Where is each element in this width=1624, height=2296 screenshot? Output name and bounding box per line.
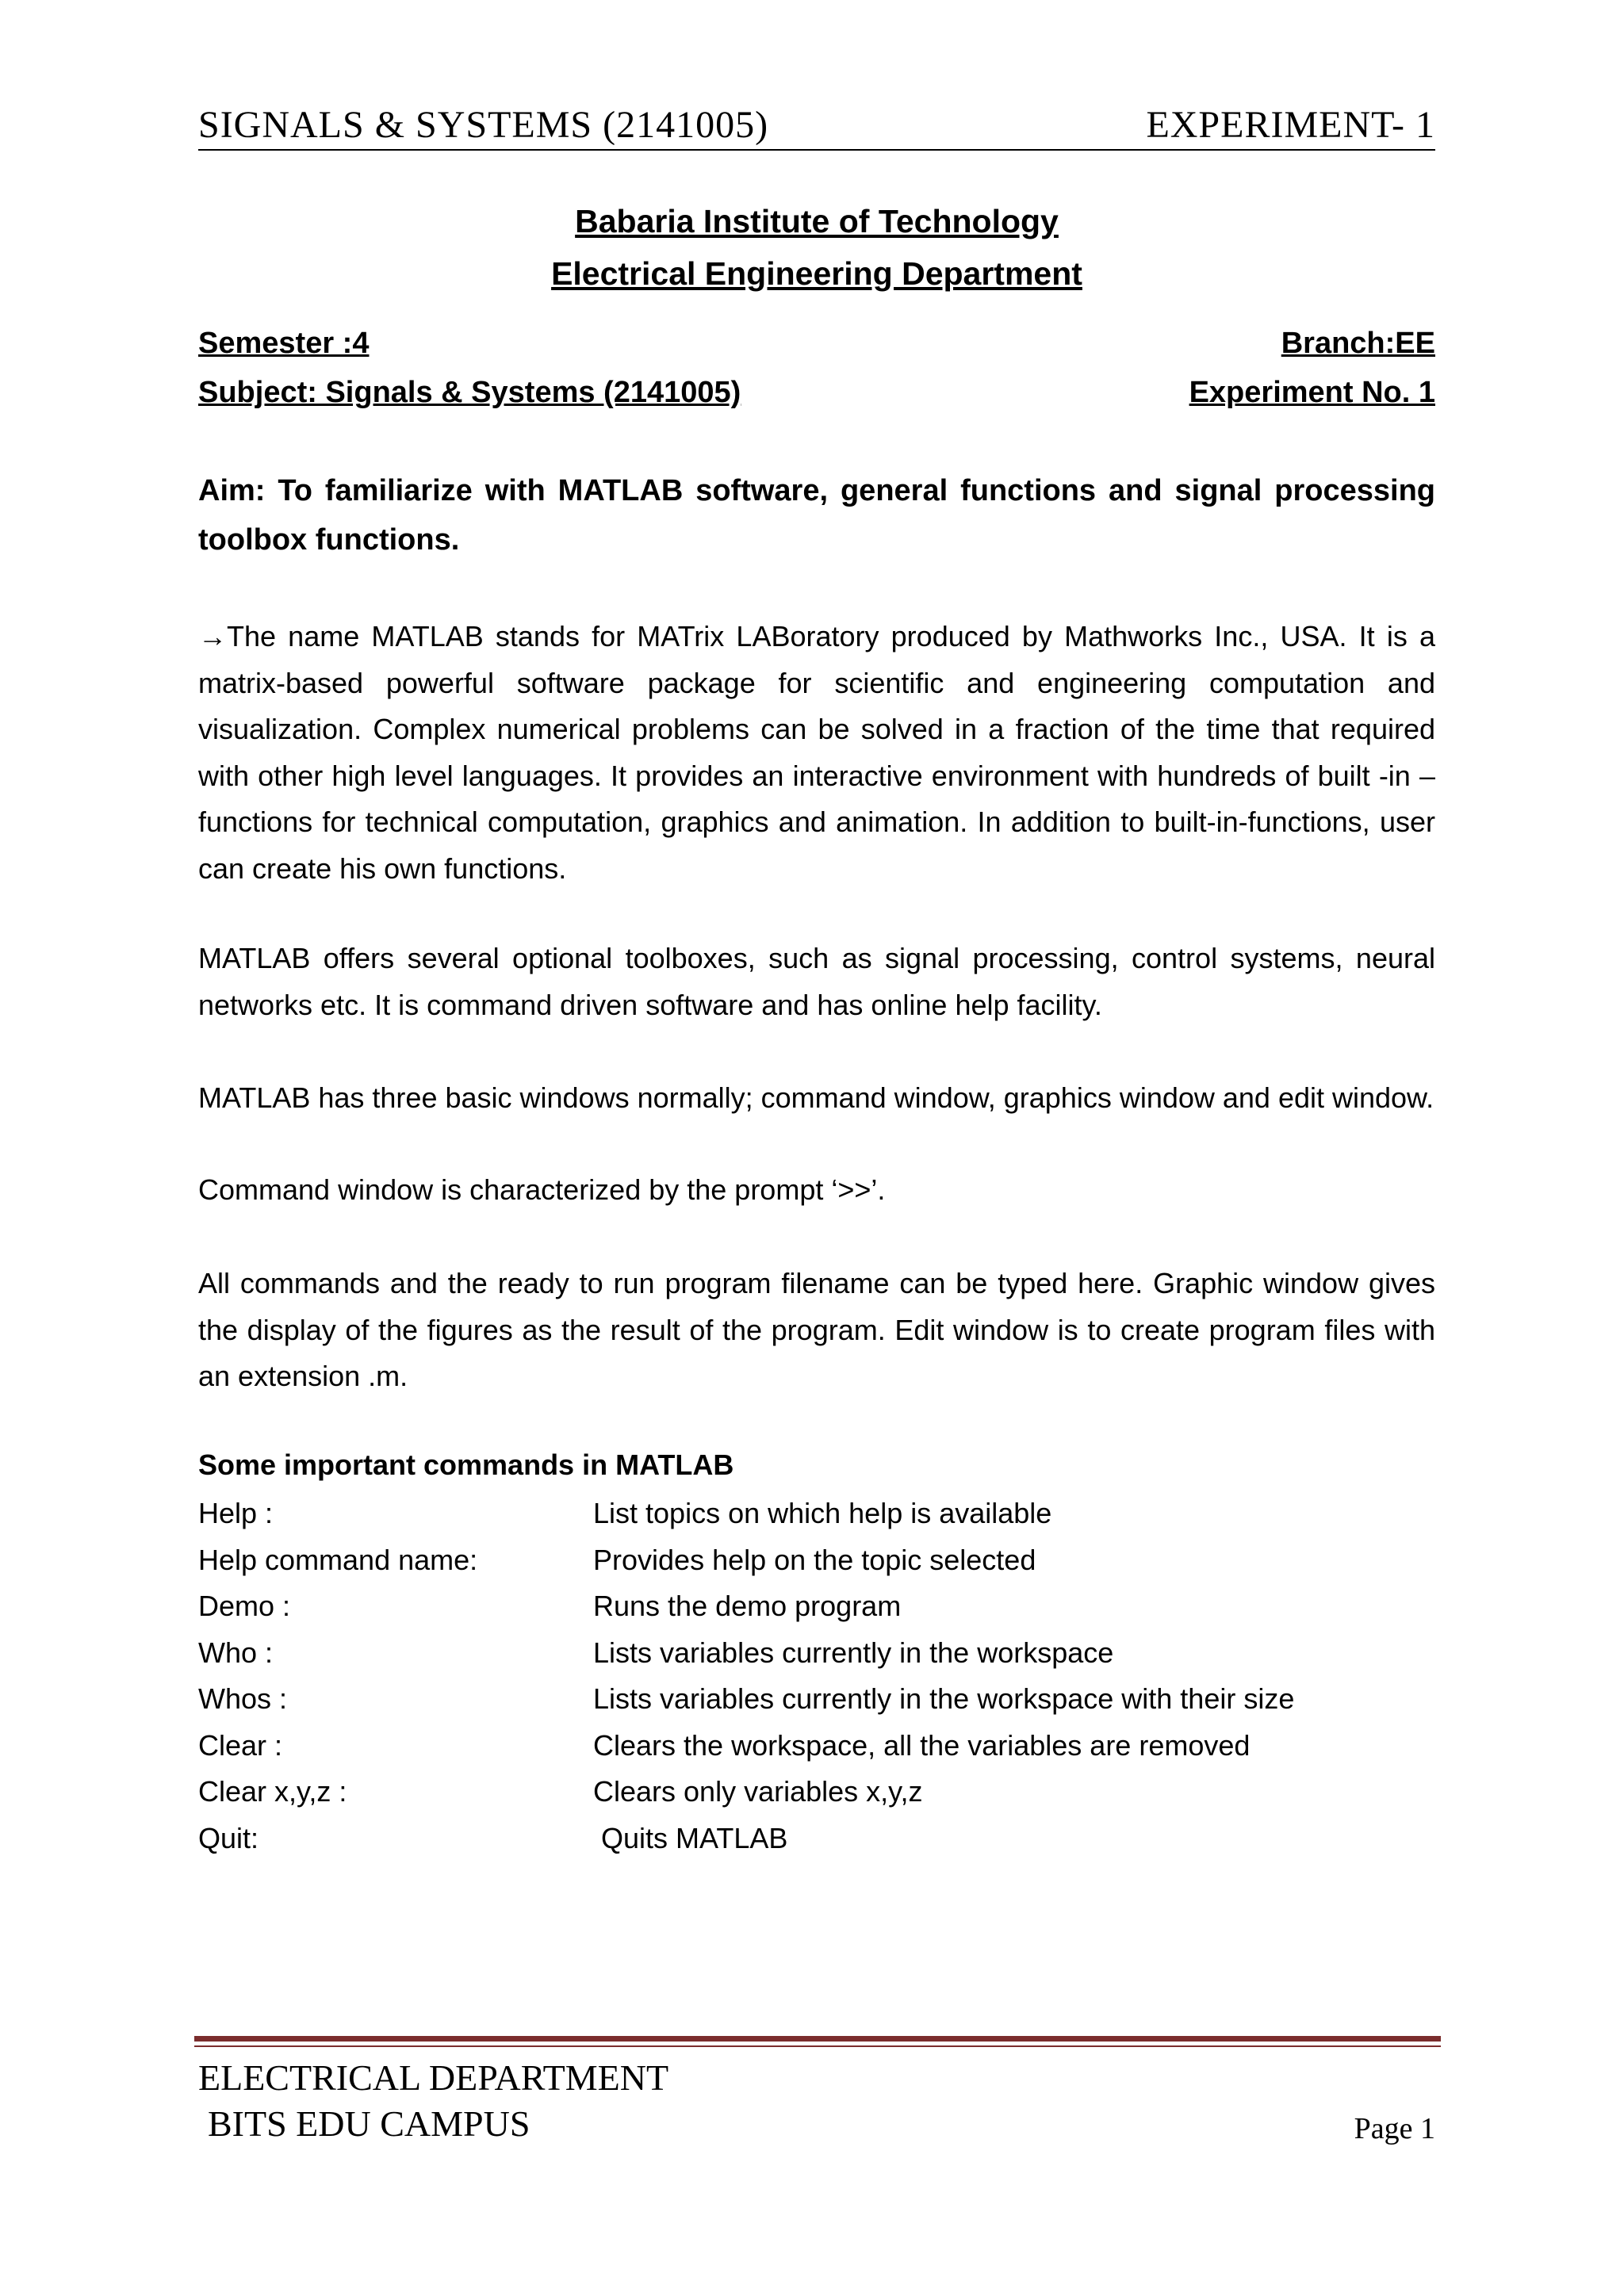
department-name: Electrical Engineering Department <box>551 255 1082 292</box>
command-description: Lists variables currently in the workspace <box>593 1636 1114 1669</box>
command-description: Runs the demo program <box>593 1590 902 1622</box>
command-row <box>198 1816 1435 1862</box>
intro-paragraph: →The name MATLAB stands for MATrix LABoratory produced by Mathworks Inc., USA. It is a matrix-based powerful software package for scientific and engineering computation and visualization. Complex numerical problems can be solved in a fraction of the time that required with other high level languages. It provides an interactive environment with hundreds of built -in –functions for technical computation, graphics and animation. In addition to built-in-functions, user can create his own functions. <box>198 620 1435 885</box>
commands-heading: Some important commands in MATLAB <box>198 1448 734 1481</box>
command-name: Demo : <box>198 1590 291 1622</box>
header-course-title: SIGNALS & SYSTEMS (2141005) <box>198 104 769 146</box>
command-row <box>198 1676 1435 1723</box>
prompt-paragraph: Command window is characterized by the prompt ‘>>’. <box>198 1173 886 1206</box>
footer-divider-thin <box>194 2045 1441 2047</box>
command-description: List topics on which help is available <box>593 1497 1052 1529</box>
command-row <box>198 1537 1435 1584</box>
commands-paragraph: All commands and the ready to run program filename can be typed here. Graphic window gives the display of the figures as the result of the program. Edit window is to create program files with an extension .m. <box>198 1267 1435 1392</box>
command-description: Clears only variables x,y,z <box>593 1775 923 1808</box>
semester-label: Semester :4 <box>198 327 370 360</box>
command-name: Who : <box>198 1636 274 1669</box>
aim-statement: Aim: To familiarize with MATLAB software, general functions and signal processing toolbox functions. <box>198 474 1435 557</box>
meta-row-semester <box>198 323 1435 363</box>
command-row <box>198 1723 1435 1770</box>
header-experiment-label: EXPERIMENT- 1 <box>1146 104 1435 146</box>
experiment-number-label: Experiment No. 1 <box>1189 376 1435 409</box>
windows-paragraph: MATLAB has three basic windows normally; command window, graphics window and edit window. <box>198 1081 1434 1114</box>
page-number: Page 1 <box>1354 2112 1435 2145</box>
command-name: Help command name: <box>198 1543 478 1576</box>
footer-divider-thick <box>194 2036 1441 2042</box>
command-description: Provides help on the topic selected <box>593 1543 1036 1576</box>
command-name: Quit: <box>198 1821 259 1854</box>
command-name: Clear : <box>198 1728 283 1762</box>
command-description: Clears the workspace, all the variables are removed <box>593 1728 1251 1762</box>
footer-campus: BITS EDU CAMPUS <box>208 2103 530 2144</box>
toolboxes-paragraph: MATLAB offers several optional toolboxes, such as signal processing, control systems, neural networks etc. It is command driven software and has online help facility. <box>198 942 1435 1021</box>
command-row <box>198 1583 1435 1630</box>
footer-department: ELECTRICAL DEPARTMENT <box>198 2057 669 2098</box>
command-description: Lists variables currently in the workspace with their size <box>593 1682 1295 1715</box>
command-row <box>198 1769 1435 1816</box>
running-header <box>198 97 1435 151</box>
command-row <box>198 1490 1435 1537</box>
command-description: Quits MATLAB <box>593 1821 788 1854</box>
command-name: Whos : <box>198 1682 288 1715</box>
subject-label: Subject: Signals & Systems (2141005) <box>198 376 741 409</box>
branch-label: Branch:EE <box>1281 327 1435 360</box>
page-footer <box>198 2055 1435 2147</box>
command-name: Clear x,y,z : <box>198 1775 347 1808</box>
command-name: Help : <box>198 1497 274 1529</box>
command-row <box>198 1630 1435 1677</box>
commands-list <box>198 1490 1435 1862</box>
meta-row-subject <box>198 373 1435 412</box>
institute-name: Babaria Institute of Technology <box>575 203 1059 239</box>
